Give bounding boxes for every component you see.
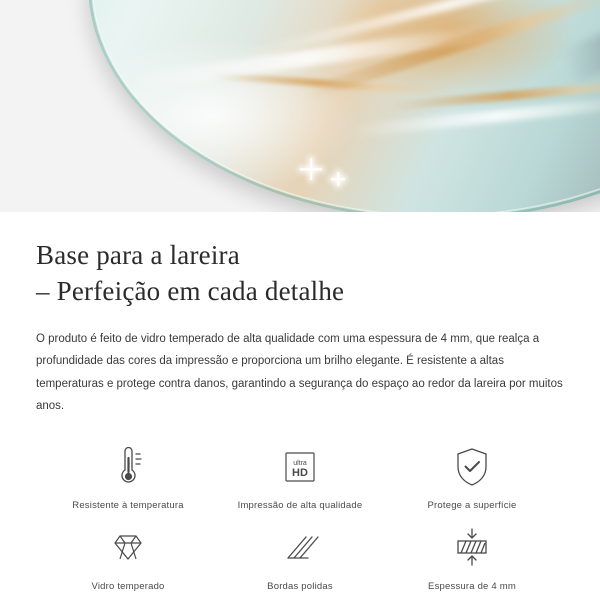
svg-text:HD: HD: [292, 466, 308, 479]
description-paragraph: O produto é feito de vidro temperado de alta qualidade com uma espessura de 4 mm, que realça a profundidade das cores da impressão e proporciona um brilho elegante. É resistente a altas temperaturas e protege contra danos, garantindo a segurança do espaço ao redor da lareira por muitos anos.: [36, 332, 563, 413]
page-title: [36, 238, 564, 310]
plate-edge-highlight: [91, 0, 600, 212]
glass-plate-artwork: [88, 0, 600, 212]
text-content: [0, 238, 600, 592]
thermometer-icon: [108, 444, 148, 490]
feature-label: Bordas polidas: [267, 580, 333, 592]
feature-item-polished-edges: [214, 525, 386, 592]
feature-label: Resistente à temperatura: [72, 499, 184, 511]
feature-label: Impressão de alta qualidade: [237, 499, 363, 511]
feature-item-tempered-glass: [42, 525, 214, 592]
feature-item-surface-protection: [386, 444, 558, 511]
shield-check-icon: [451, 444, 493, 490]
feature-label: Vidro temperado: [91, 580, 165, 592]
headline-line-1: Base para a lareira: [36, 240, 240, 270]
feature-item-temperature-resistant: [42, 444, 214, 511]
svg-text:ultra: ultra: [293, 459, 307, 467]
feature-label: Protege a superfície: [427, 499, 517, 511]
hero-image: [0, 0, 600, 212]
polished-edges-icon: [278, 525, 322, 571]
feature-item-thickness: [386, 525, 558, 592]
thickness-arrows-icon: [450, 525, 494, 571]
headline-line-2: – Perfeição em cada detalhe: [36, 275, 345, 306]
diamond-icon: [106, 525, 150, 571]
feature-grid: [36, 444, 564, 592]
feature-item-print-quality: [214, 444, 386, 511]
feature-label: Espessura de 4 mm: [428, 580, 516, 592]
ultra-hd-icon: [278, 444, 322, 490]
